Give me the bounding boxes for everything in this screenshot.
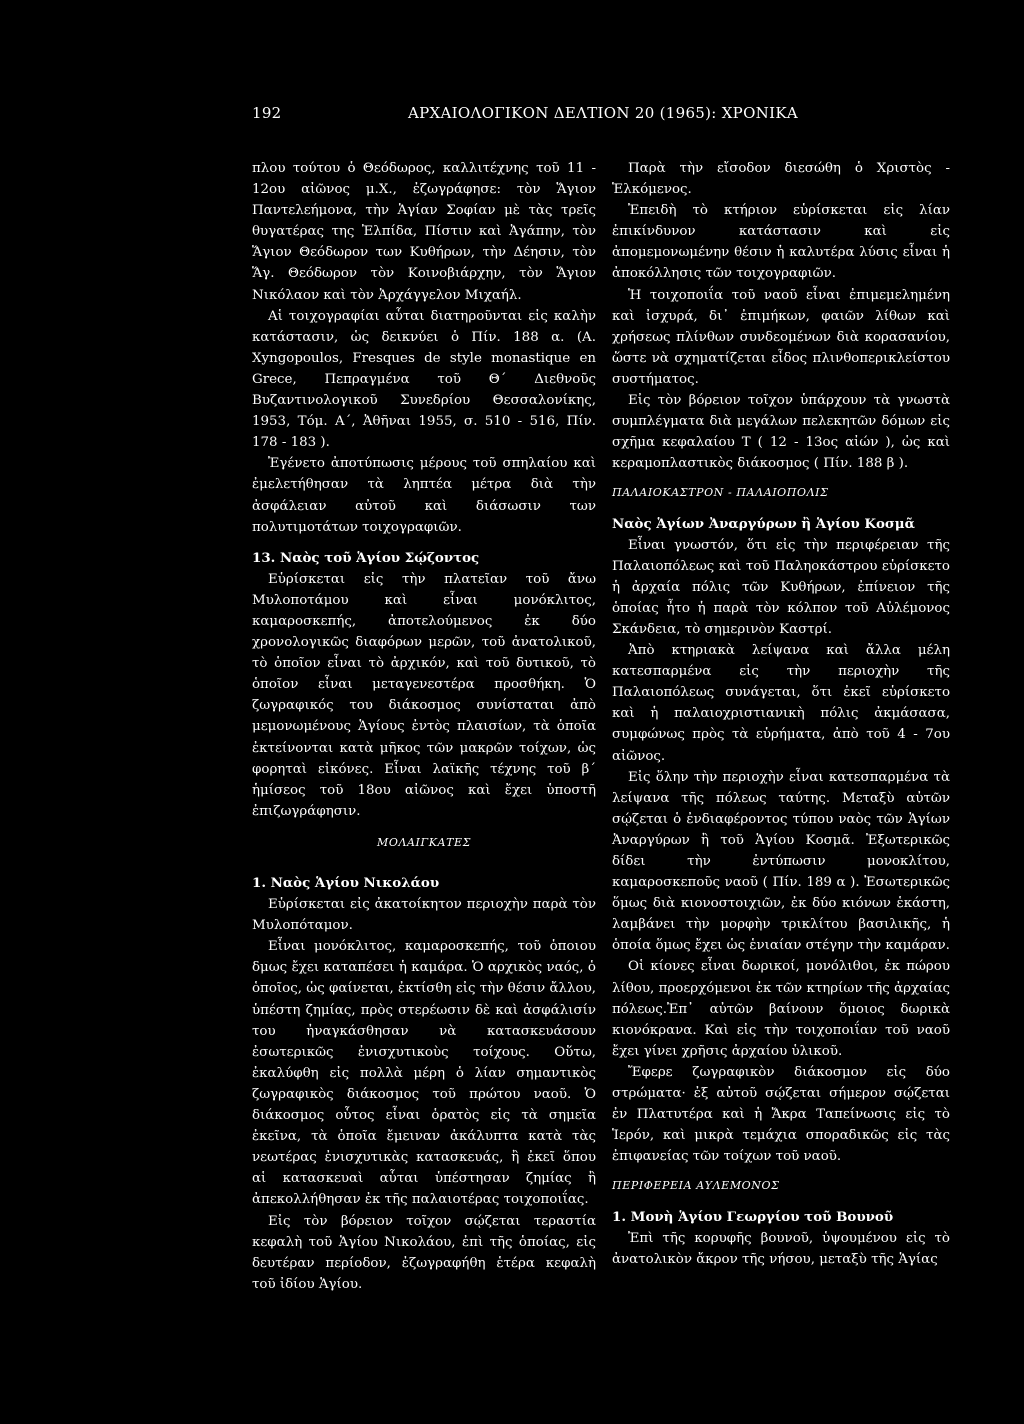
journal-title: ΑΡΧΑΙΟΛΟΓΙΚΟΝ ΔΕΛΤΙΟΝ 20 (1965): ΧΡΟΝΙΚΑ <box>408 104 798 122</box>
paragraph: Εἰς ὅλην τὴν περιοχὴν εἶναι κατεσπαρμένα τὰ λείψανα τῆς πόλεως ταύτης. Μεταξὺ αὐτῶν σῴζεται ὁ ἐνδιαφέροντος τύπου ναὸς τῶν Ἁγίων Ἀναργύρων ἢ τοῦ Ἁγίου Κοσμᾶ. Ἐξωτερικῶς δίδει τὴν ἐντύπωσιν μονοκλίτου, καμαροσκεποῦς ναοῦ ( Πίν. 189 α ). Ἐσωτερικῶς ὅμως διὰ κιονοστοιχιῶν, ἐκ δύο κιόνων ἑκάστη, λαμβάνει τὴν μορφὴν τρικλίτου βασιλικῆς, ἡ ὁποία ὅμως ἔχει ὡς ἑνιαίαν στέγην τὴν καμάραν. <box>612 769 950 954</box>
paragraph: Ἐπειδὴ τὸ κτήριον εὑρίσκεται εἰς λίαν ἐπικίνδυνον κατάστασιν καὶ εἰς ἀπομεμονωμένην θέσιν ἡ καλυτέρα λύσις εἶναι ἡ ἀποκόλλησις τῶν τοιχογραφιῶν. <box>612 203 950 282</box>
section-subhead: ΠΑΛΑΙΟΚΑΣΤΡΟΝ - ΠΑΛΑΙΟΠΟΛΙΣ <box>612 486 829 500</box>
section-subhead: ΜΟΛΑΙΓΚΑΤΕΣ <box>376 835 472 849</box>
paragraph: Ἀπὸ κτηριακὰ λείψανα καὶ ἄλλα μέλη κατεσπαρμένα εἰς τὴν περιοχὴν τῆς Παλαιοπόλεως συνάγεται, ὅτι ἐκεῖ εὑρίσκετο καὶ ἡ παλαιοχριστιανικὴ πόλις ἀκμάσασα, συμφώνως πρὸς τὰ εὑρήματα, ἀπὸ τοῦ 4 - 7ου αἰῶνος. <box>612 643 950 764</box>
paragraph: πλου τούτου ὁ Θεόδωρος, καλλιτέχνης τοῦ 11 - 12ου αἰῶνος μ.Χ., ἐζωγράφησε: τὸν Ἅγιον Παντελεήμονα, τὴν Ἁγίαν Σοφίαν μὲ τὰς τρεῖς θυγατέρας της Ἐλπίδα, Πίστιν καὶ Ἀγάπην, τὸν Ἅγιον Θεόδωρον των Κυθήρων, τὴν Δέησιν, τὸν Ἅγ. Θεόδωρον τὸν Κοινοβιάρχην, τὸν Ἅγιον Νικόλαον καὶ τὸν Ἀρχάγγελον Μιχαήλ. <box>252 161 596 303</box>
paragraph: Εἶναι γνωστόν, ὅτι εἰς τὴν περιφέρειαν τῆς Παλαιοπόλεως καὶ τοῦ Παληοκάστρου εὑρίσκετο ἡ ἀρχαία πόλις τῶν Κυθήρων, ἐπίνειον τῆς ὁποίας ἦτο ἡ παρὰ τὸν κόλπον τοῦ Αὐλέμονος Σκάνδεια, τὸ σημερινὸν Καστρί. <box>612 537 950 637</box>
paragraph: Εὑρίσκεται εἰς ἀκατοίκητον περιοχὴν παρὰ τὸν Μυλοπόταμον. <box>252 897 596 934</box>
paragraph: Εἰς τὸν βόρειον τοῖχον ὑπάρχουν τὰ γνωστὰ συμπλέγματα διὰ μεγάλων πελεκητῶν δόμων εἰς σχῆμα κεφαλαίου T ( 12 - 13ος αἰών ), ὡς καὶ κεραμοπλαστικὸς διάκοσμος ( Πίν. 188 β ). <box>612 393 950 472</box>
right-column <box>612 158 950 1270</box>
paragraph: Παρὰ τὴν εἴσοδον διεσώθη ὁ Χριστὸς - Ἑλκόμενος. <box>612 161 950 198</box>
section-heading: 1. Ναὸς Ἁγίου Νικολάου <box>252 875 440 891</box>
running-header <box>252 104 798 126</box>
section-heading: 1. Μονὴ Ἁγίου Γεωργίου τοῦ Βουνοῦ <box>612 1208 894 1225</box>
paragraph: Ἐγένετο ἀποτύπωσις μέρους τοῦ σπηλαίου καὶ ἐμελετήθησαν τὰ ληπτέα μέτρα διὰ τὴν ἀσφάλειαν αὐτοῦ καὶ διάσωσιν των πολυτιμοτάτων τοιχογραφιῶν. <box>252 456 596 535</box>
paragraph: Ἡ τοιχοποιΐα τοῦ ναοῦ εἶναι ἐπιμεμελημένη καὶ ἰσχυρά, δι᾽ ἐπιμήκων, φαιῶν λίθων καὶ χρήσεως πλίνθων συνδεομένων διὰ κορασανίου, ὥστε νὰ σχηματίζεται εἶδος πλινθοπερικλείστου συστήματος. <box>612 287 950 387</box>
paragraph: Εἶναι μονόκλιτος, καμαροσκεπής, τοῦ ὁποιου δμως ἔχει καταπέσει ἡ καμάρα. Ὁ αρχικὸς ναός, ὁ ὁποῖος, ὡς φαίνεται, ἐκτίσθη εἰς τὴν θέσιν ἄλλου, ὑπέστη ζημίας, πρὸς στερέωσιν δὲ καὶ ἀσφάλισίν του ἠναγκάσθησαν νὰ κατασκευάσουν ἐσωτερικῶς ἐνισχυτικοὺς τοίχους. Οὕτω, ἐκαλύφθη εἰς πολλὰ μέρη ὁ λίαν σημαντικὸς ζωγραφικὸς διάκοσμος τοῦ πρώτου ναοῦ. Ὁ διάκοσμος οὗτος εἶναι ὁρατὸς εἰς τὰ σημεῖα ἐκεῖνα, τὰ ὁποῖα ἔμειναν ἀκάλυπτα κατὰ τὰς νεωτέρας ἐνισχυτικὰς κατασκευάς, ἢ ἐκεῖ ὅπου αἱ κατασκευαὶ αὗται ὑπέστησαν ζημίας ἢ ἀπεκολλήθησαν ἐκ τῆς παλαιοτέρας τοιχοποιΐας. <box>252 939 596 1208</box>
left-column <box>252 158 596 1295</box>
paragraph: Εὑρίσκεται εἰς τὴν πλατεῖαν τοῦ ἄνω Μυλοποτάμου καὶ εἶναι μονόκλιτος, καμαροσκεπής, ἀποτελούμενος ἐκ δύο χρονολογικῶς διαφόρων μερῶν, τοῦ ἀνατολικοῦ, τὸ ὁποῖον εἶναι τὸ ἀρχικόν, καὶ τοῦ δυτικοῦ, τὸ ὁποῖον εἶναι μεταγενεστέρα προσθήκη. Ὁ ζωγραφικός του διάκοσμος συνίσταται ἀπὸ μεμονωμένους Ἁγίους ἐντὸς πλαισίων, τὰ ὁποῖα ἐκτείνονται κατὰ μῆκος τῶν μακρῶν τοίχων, ὡς φορηταὶ εἰκόνες. Εἶναι λαϊκῆς τέχνης τοῦ β΄ ἡμίσεος τοῦ 18ου αἰῶνος καὶ ἔχει ὑποστῆ ἐπιζωγράφησιν. <box>252 571 596 819</box>
page-number: 192 <box>252 104 282 122</box>
paragraph: Αἱ τοιχογραφίαι αὗται διατηροῦνται εἰς καλὴν κατάστασιν, ὡς δεικνύει ὁ Πίν. 188 α. (A. Xyngopoulos, Fresques de style monastique en Grece, Πεπραγμένα τοῦ Θ΄ Διεθνοῦς Βυζαντινολογικοῦ Συνεδρίου Θεσσαλονίκης, 1953, Τόμ. Α΄, Ἀθῆναι 1955, σ. 510 - 516, Πίν. 178 - 183 ). <box>252 308 596 451</box>
paragraph: Οἱ κίονες εἶναι δωρικοί, μονόλιθοι, ἐκ πώρου λίθου, προερχόμενοι ἐκ τῶν κτηρίων τῆς ἀρχαίας πόλεως.Ἐπ᾽ αὐτῶν βαίνουν ὅμοιος δωρικὰ κιονόκρανα. Καὶ εἰς τὴν τοιχοποιΐαν τοῦ ναοῦ ἔχει γίνει χρῆσις ἀρχαίου ὑλικοῦ. <box>612 959 950 1059</box>
paragraph: Ἔφερε ζωγραφικὸν διάκοσμον εἰς δύο στρώματα· ἐξ αὐτοῦ σῴζεται σήμερον σῴζεται ἐν Πλατυτέρα καὶ ἡ Ἄκρα Ταπείνωσις εἰς τὸ Ἱερόν, καὶ μικρὰ τεμάχια σποραδικῶς εἰς τὰς ἐπιφανείας τῶν τοίχων τοῦ ναοῦ. <box>612 1064 950 1165</box>
section-heading: Ναὸς Ἁγίων Ἀναργύρων ἢ Ἁγίου Κοσμᾶ <box>612 515 915 532</box>
paragraph: Ἐπὶ τῆς κορυφῆς βουνοῦ, ὑψουμένου εἰς τὸ ἀνατολικὸν ἄκρον τῆς νήσου, μεταξὺ τῆς Ἁγίας <box>612 1230 950 1267</box>
paragraph: Εἰς τὸν βόρειον τοῖχον σῴζεται τεραστία κεφαλὴ τοῦ Ἁγίου Νικολάου, ἐπὶ τῆς ὁποίας, εἰς δευτέραν περίοδον, ἐζωγραφήθη ἑτέρα κεφαλὴ τοῦ ἰδίου Ἁγίου. <box>252 1213 596 1292</box>
section-subhead: ΠΕΡΙΦΕΡΕΙΑ ΑΥΛΕΜΟΝΟΣ <box>612 1179 780 1193</box>
section-heading: 13. Ναὸς τοῦ Ἁγίου Σῴζοντος <box>252 549 480 566</box>
